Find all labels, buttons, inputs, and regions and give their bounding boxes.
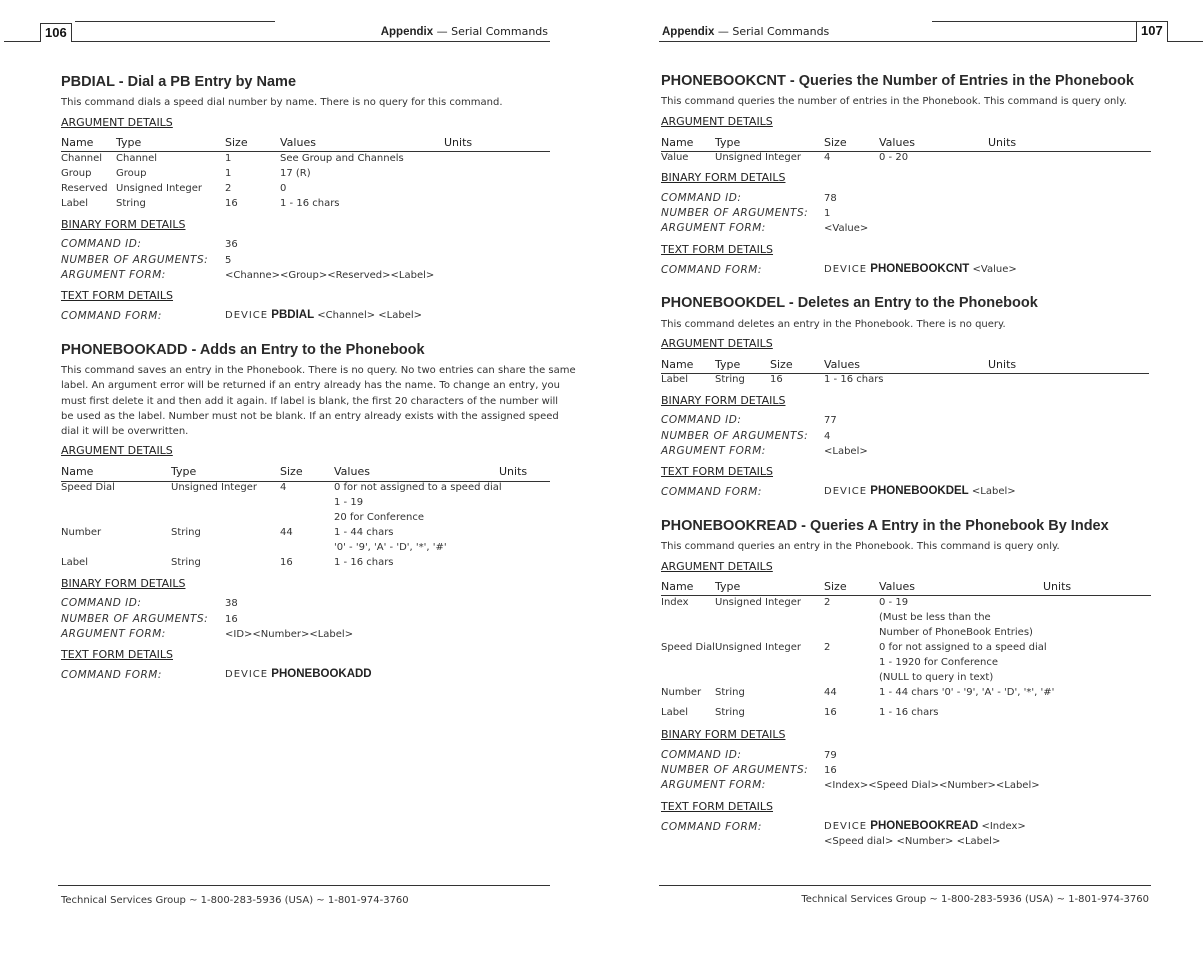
binary-form-heading: BINARY FORM DETAILS xyxy=(661,728,786,741)
table-cell: 1 - 19 xyxy=(334,497,364,508)
num-args-label: NUMBER OF ARGUMENTS: xyxy=(661,430,809,442)
table-header-rule xyxy=(661,595,1151,596)
command-form-label: COMMAND FORM: xyxy=(661,821,762,833)
table-cell: Group xyxy=(61,168,92,179)
table-cell: String xyxy=(171,527,201,538)
table-cell: 1 - 16 chars xyxy=(334,557,394,568)
column-header-size: Size xyxy=(824,580,847,593)
table-cell: Unsigned Integer xyxy=(171,482,257,493)
right-header-rule xyxy=(659,41,1203,42)
command-form-value xyxy=(225,309,422,321)
table-cell: Index xyxy=(661,597,689,608)
command-keyword: PHONEBOOKDEL xyxy=(870,485,969,497)
description-line: label. An argument error will be returned if an entry already has the name. To change an entry, you xyxy=(61,380,560,392)
text-form-heading: TEXT FORM DETAILS xyxy=(661,465,774,478)
command-form-label: COMMAND FORM: xyxy=(61,310,162,322)
arg-form-label: ARGUMENT FORM: xyxy=(61,269,166,281)
table-cell: Speed Dial xyxy=(61,482,115,493)
command-keyword: PHONEBOOKCNT xyxy=(870,263,970,275)
section-title-phonebookadd: PHONEBOOKADD - Adds an Entry to the Phonebook xyxy=(61,342,425,358)
table-cell: 0 xyxy=(280,183,287,194)
command-keyword: PHONEBOOKREAD xyxy=(870,820,979,832)
text-form-heading: TEXT FORM DETAILS xyxy=(61,289,174,302)
table-cell: 1 xyxy=(225,153,232,164)
column-header-values: Values xyxy=(334,465,370,478)
table-cell: 2 xyxy=(824,642,831,653)
table-cell: Number xyxy=(61,527,102,538)
command-args: <Label> xyxy=(971,486,1016,497)
table-cell: Value xyxy=(661,152,689,163)
table-cell: 17 (R) xyxy=(280,168,311,179)
left-footer-text: Technical Services Group ~ 1-800-283-5936 (USA) ~ 1-801-974-3760 xyxy=(61,895,409,906)
left-running-header xyxy=(381,25,548,38)
table-cell: 0 - 20 xyxy=(879,152,909,163)
argument-details-heading: ARGUMENT DETAILS xyxy=(661,337,773,350)
table-cell: Unsigned Integer xyxy=(715,642,801,653)
column-header-type: Type xyxy=(715,136,741,149)
command-form-value xyxy=(824,263,1017,275)
page-number-left: 106 xyxy=(40,23,72,42)
header-topic: Serial Commands xyxy=(732,25,830,38)
binary-form-heading: BINARY FORM DETAILS xyxy=(661,171,786,184)
column-header-values: Values xyxy=(280,136,316,149)
command-keyword: PHONEBOOKADD xyxy=(271,668,372,680)
table-cell: '0' - '9', 'A' - 'D', '*', '#' xyxy=(334,542,447,553)
table-cell: Number of PhoneBook Entries) xyxy=(879,627,1033,638)
command-form-label: COMMAND FORM: xyxy=(661,486,762,498)
argument-details-heading: ARGUMENT DETAILS xyxy=(61,116,173,129)
section-title-phonebookcnt: PHONEBOOKCNT - Queries the Number of Entries in the Phonebook xyxy=(661,73,1134,89)
arg-form-label: ARGUMENT FORM: xyxy=(661,779,766,791)
table-cell: 16 xyxy=(280,557,293,568)
column-header-size: Size xyxy=(280,465,303,478)
column-header-units: Units xyxy=(988,136,1017,149)
table-cell: 1 - 44 chars '0' - '9', 'A' - 'D', '*', '#' xyxy=(879,687,1055,698)
command-id-label: COMMAND ID: xyxy=(661,414,742,426)
arg-form-value: <Value> xyxy=(824,223,869,234)
arg-form-value: <Index><Speed Dial><Number><Label> xyxy=(824,780,1040,791)
table-cell: Speed Dial xyxy=(661,642,715,653)
command-form-label: COMMAND FORM: xyxy=(661,264,762,276)
argument-details-heading: ARGUMENT DETAILS xyxy=(661,115,773,128)
arg-form-value: <Channe><Group><Reserved><Label> xyxy=(225,270,435,281)
command-id-value: 78 xyxy=(824,193,837,204)
command-id-label: COMMAND ID: xyxy=(61,238,142,250)
left-header-rule xyxy=(4,41,550,42)
command-args-continued: <Speed dial> <Number> <Label> xyxy=(824,836,1001,847)
arg-form-label: ARGUMENT FORM: xyxy=(61,628,166,640)
num-args-value: 16 xyxy=(225,614,238,625)
table-cell: Unsigned Integer xyxy=(116,183,202,194)
column-header-name: Name xyxy=(61,136,94,149)
command-id-value: 77 xyxy=(824,415,837,426)
device-keyword: DEVICE xyxy=(225,669,269,680)
table-cell: 2 xyxy=(225,183,232,194)
table-cell: String xyxy=(715,707,745,718)
left-header-top-rule xyxy=(75,21,275,22)
right-footer-text: Technical Services Group ~ 1-800-283-5936 (USA) ~ 1-801-974-3760 xyxy=(801,894,1149,905)
column-header-type: Type xyxy=(715,358,741,371)
device-keyword: DEVICE xyxy=(824,486,868,497)
table-cell: 0 - 19 xyxy=(879,597,909,608)
table-cell: Channel xyxy=(116,153,158,164)
table-cell: String xyxy=(116,198,146,209)
table-cell: 16 xyxy=(225,198,238,209)
device-keyword: DEVICE xyxy=(225,310,269,321)
column-header-name: Name xyxy=(661,580,694,593)
num-args-label: NUMBER OF ARGUMENTS: xyxy=(61,613,209,625)
column-header-type: Type xyxy=(715,580,741,593)
right-footer-rule xyxy=(659,885,1151,886)
section-description: This command queries an entry in the Phonebook. This command is query only. xyxy=(661,541,1060,552)
table-cell: 1 - 44 chars xyxy=(334,527,394,538)
column-header-name: Name xyxy=(661,136,694,149)
command-id-label: COMMAND ID: xyxy=(661,192,742,204)
column-header-name: Name xyxy=(661,358,694,371)
command-args: <Channel> <Label> xyxy=(317,310,423,321)
column-header-size: Size xyxy=(225,136,248,149)
table-cell: 1 xyxy=(225,168,232,179)
command-form-label: COMMAND FORM: xyxy=(61,669,162,681)
table-cell: Label xyxy=(661,374,688,385)
column-header-values: Values xyxy=(879,136,915,149)
arg-form-value: <Label> xyxy=(824,446,868,457)
table-cell: 16 xyxy=(824,707,837,718)
column-header-units: Units xyxy=(988,358,1017,371)
page-number-right: 107 xyxy=(1136,21,1168,42)
table-cell: String xyxy=(715,687,745,698)
right-header-top-rule xyxy=(932,21,1140,22)
section-title-phonebookdel: PHONEBOOKDEL - Deletes an Entry to the Phonebook xyxy=(661,295,1038,311)
header-section: Appendix xyxy=(380,26,434,38)
text-form-heading: TEXT FORM DETAILS xyxy=(661,800,774,813)
table-cell: Number xyxy=(661,687,702,698)
table-cell: Group xyxy=(116,168,147,179)
table-cell: 44 xyxy=(824,687,837,698)
column-header-units: Units xyxy=(444,136,473,149)
num-args-value: 4 xyxy=(824,431,831,442)
header-section: Appendix xyxy=(662,26,715,38)
table-cell: Label xyxy=(61,557,88,568)
command-id-label: COMMAND ID: xyxy=(61,597,142,609)
command-id-label: COMMAND ID: xyxy=(661,749,742,761)
table-cell: Unsigned Integer xyxy=(715,597,801,608)
table-cell: Channel xyxy=(61,153,103,164)
column-header-type: Type xyxy=(171,465,197,478)
command-args: <Index> xyxy=(981,821,1026,832)
table-cell: Label xyxy=(61,198,88,209)
command-id-value: 38 xyxy=(225,598,238,609)
table-cell: 4 xyxy=(824,152,831,163)
section-description xyxy=(61,363,576,439)
command-args: <Value> xyxy=(972,264,1017,275)
column-header-size: Size xyxy=(770,358,793,371)
header-dash: — xyxy=(717,25,729,38)
binary-form-heading: BINARY FORM DETAILS xyxy=(61,577,186,590)
num-args-label: NUMBER OF ARGUMENTS: xyxy=(661,207,809,219)
column-header-type: Type xyxy=(116,136,142,149)
command-id-value: 36 xyxy=(225,239,238,250)
device-keyword: DEVICE xyxy=(824,821,868,832)
column-header-values: Values xyxy=(824,358,860,371)
table-cell: 44 xyxy=(280,527,293,538)
command-id-value: 79 xyxy=(824,750,837,761)
binary-form-heading: BINARY FORM DETAILS xyxy=(661,394,786,407)
table-cell: 20 for Conference xyxy=(334,512,424,523)
section-title-pbdial: PBDIAL - Dial a PB Entry by Name xyxy=(61,74,297,90)
table-cell: 4 xyxy=(280,482,287,493)
table-cell: 16 xyxy=(770,374,783,385)
table-cell: 2 xyxy=(824,597,831,608)
arg-form-value: <ID><Number><Label> xyxy=(225,629,354,640)
table-cell: String xyxy=(171,557,201,568)
num-args-value: 16 xyxy=(824,765,837,776)
right-running-header xyxy=(662,25,829,38)
arg-form-label: ARGUMENT FORM: xyxy=(661,222,766,234)
argument-details-heading: ARGUMENT DETAILS xyxy=(61,444,173,457)
table-cell: 0 for not assigned to a speed dial xyxy=(334,482,502,493)
description-line: dial it will be overwritten. xyxy=(61,426,189,438)
section-title-phonebookread: PHONEBOOKREAD - Queries A Entry in the Phonebook By Index xyxy=(661,518,1109,534)
num-args-label: NUMBER OF ARGUMENTS: xyxy=(661,764,809,776)
num-args-value: 1 xyxy=(824,208,831,219)
column-header-name: Name xyxy=(61,465,94,478)
table-cell: (Must be less than the xyxy=(879,612,991,623)
table-cell: 0 for not assigned to a speed dial xyxy=(879,642,1047,653)
column-header-size: Size xyxy=(824,136,847,149)
table-cell: 1 - 16 chars xyxy=(879,707,939,718)
header-dash: — xyxy=(436,25,448,38)
text-form-heading: TEXT FORM DETAILS xyxy=(61,648,174,661)
section-description: This command queries the number of entries in the Phonebook. This command is query only. xyxy=(661,96,1127,107)
num-args-label: NUMBER OF ARGUMENTS: xyxy=(61,254,209,266)
command-form-value xyxy=(824,485,1016,497)
command-form-value xyxy=(225,668,372,680)
table-cell: (NULL to query in text) xyxy=(879,672,994,683)
table-cell: Label xyxy=(661,707,688,718)
command-form-value xyxy=(824,820,1026,832)
arg-form-label: ARGUMENT FORM: xyxy=(661,445,766,457)
table-cell: 1 - 16 chars xyxy=(824,374,884,385)
binary-form-heading: BINARY FORM DETAILS xyxy=(61,218,186,231)
column-header-units: Units xyxy=(1043,580,1072,593)
header-topic: Serial Commands xyxy=(451,25,548,38)
table-cell: See Group and Channels xyxy=(280,153,404,164)
description-line: be used as the label. Number must not be blank. If an entry already exists with the assigned speed xyxy=(61,410,559,422)
table-cell: 1 - 1920 for Conference xyxy=(879,657,999,668)
section-description: This command deletes an entry in the Phonebook. There is no query. xyxy=(661,319,1006,330)
description-line: This command saves an entry in the Phonebook. There is no query. No two entries can share the same xyxy=(61,365,576,376)
table-cell: Reserved xyxy=(61,183,108,194)
num-args-value: 5 xyxy=(225,255,232,266)
argument-details-heading: ARGUMENT DETAILS xyxy=(661,560,773,573)
table-cell: Unsigned Integer xyxy=(715,152,801,163)
table-header-rule xyxy=(61,151,550,152)
command-keyword: PBDIAL xyxy=(271,309,315,321)
device-keyword: DEVICE xyxy=(824,264,868,275)
table-cell: 1 - 16 chars xyxy=(280,198,340,209)
text-form-heading: TEXT FORM DETAILS xyxy=(661,243,774,256)
section-description: This command dials a speed dial number by name. There is no query for this command. xyxy=(61,97,503,108)
description-line: must first delete it and then add it again. If label is blank, the first 20 characters of the number will xyxy=(61,395,559,407)
column-header-units: Units xyxy=(499,465,528,478)
left-footer-rule xyxy=(58,885,550,886)
column-header-values: Values xyxy=(879,580,915,593)
table-cell: String xyxy=(715,374,745,385)
